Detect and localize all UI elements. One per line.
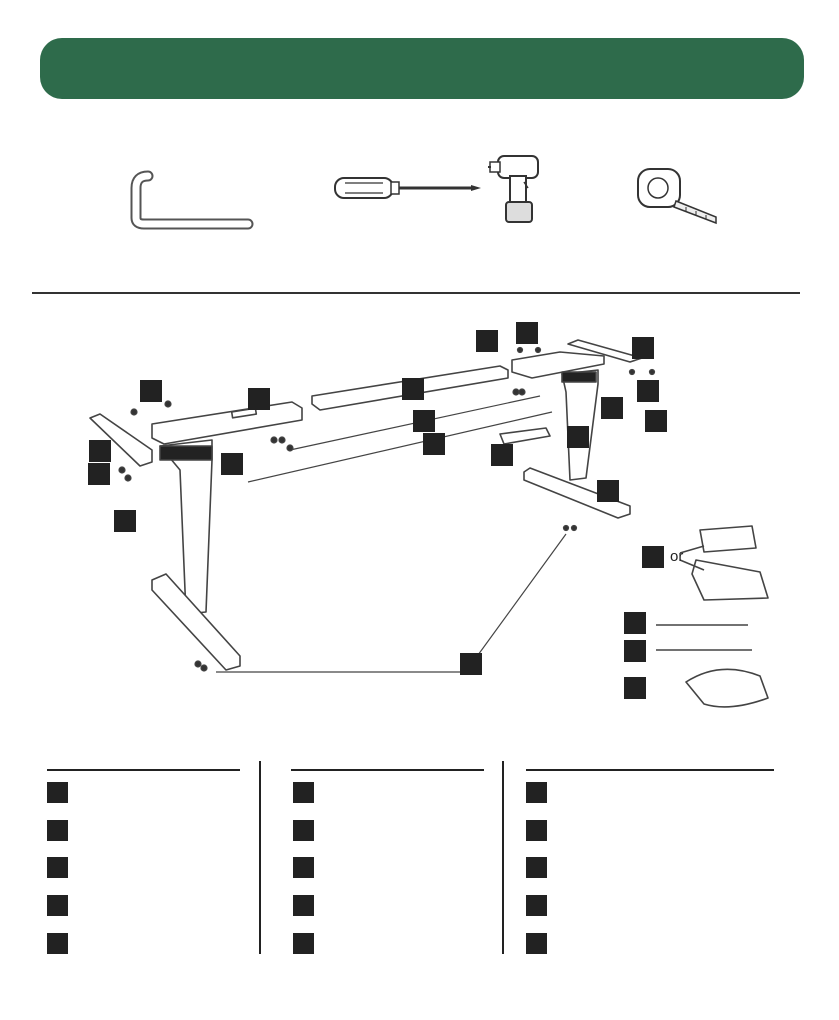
- part-tag: [423, 433, 445, 455]
- tape-measure-icon: [636, 163, 720, 227]
- legend-item-marker: [293, 895, 314, 916]
- control-box: [500, 428, 550, 444]
- part-tag: [624, 640, 646, 662]
- legend-column-1-rule: [47, 769, 240, 771]
- legend-separator: [502, 761, 504, 954]
- part-tag: [460, 653, 482, 675]
- handset: [700, 526, 756, 552]
- cable-strap: [686, 669, 768, 707]
- part-tag: [89, 440, 111, 462]
- right-leg-column: [562, 370, 598, 480]
- part-tag: [637, 380, 659, 402]
- part-tag: [491, 444, 513, 466]
- legend-item-marker: [526, 857, 547, 878]
- legend-item-marker: [47, 820, 68, 841]
- legend-item-marker: [293, 820, 314, 841]
- part-tag: [114, 510, 136, 532]
- part-tag: [248, 388, 270, 410]
- legend-item-marker: [47, 857, 68, 878]
- part-tag: [402, 378, 424, 400]
- legend-item-marker: [526, 782, 547, 803]
- power-drill-icon: [488, 148, 548, 226]
- part-tag: [88, 463, 110, 485]
- screwdriver-icon: [333, 173, 483, 203]
- legend-item-marker: [47, 895, 68, 916]
- allen-key-icon: [128, 170, 258, 230]
- part-tag: [645, 410, 667, 432]
- header-banner: [40, 38, 804, 99]
- part-tag: [476, 330, 498, 352]
- legend-item-marker: [293, 933, 314, 954]
- part-tag: [597, 480, 619, 502]
- handset-alt: [692, 560, 768, 600]
- legend-item-marker: [526, 820, 547, 841]
- alternative-label: or: [670, 548, 684, 565]
- part-tag: [624, 612, 646, 634]
- part-tag: [413, 410, 435, 432]
- legend-item-marker: [526, 895, 547, 916]
- legend-column-2-rule: [291, 769, 484, 771]
- legend-separator: [259, 761, 261, 954]
- legend-item-marker: [526, 933, 547, 954]
- legend-column-3-rule: [526, 769, 774, 771]
- section-divider: [32, 292, 800, 294]
- part-tag: [140, 380, 162, 402]
- part-tag: [642, 546, 664, 568]
- part-tag: [516, 322, 538, 344]
- legend-item-marker: [47, 933, 68, 954]
- legend-item-marker: [293, 857, 314, 878]
- part-tag: [567, 426, 589, 448]
- part-tag: [624, 677, 646, 699]
- part-tag: [632, 337, 654, 359]
- legend-item-marker: [293, 782, 314, 803]
- part-tag: [601, 397, 623, 419]
- part-tag: [221, 453, 243, 475]
- legend-item-marker: [47, 782, 68, 803]
